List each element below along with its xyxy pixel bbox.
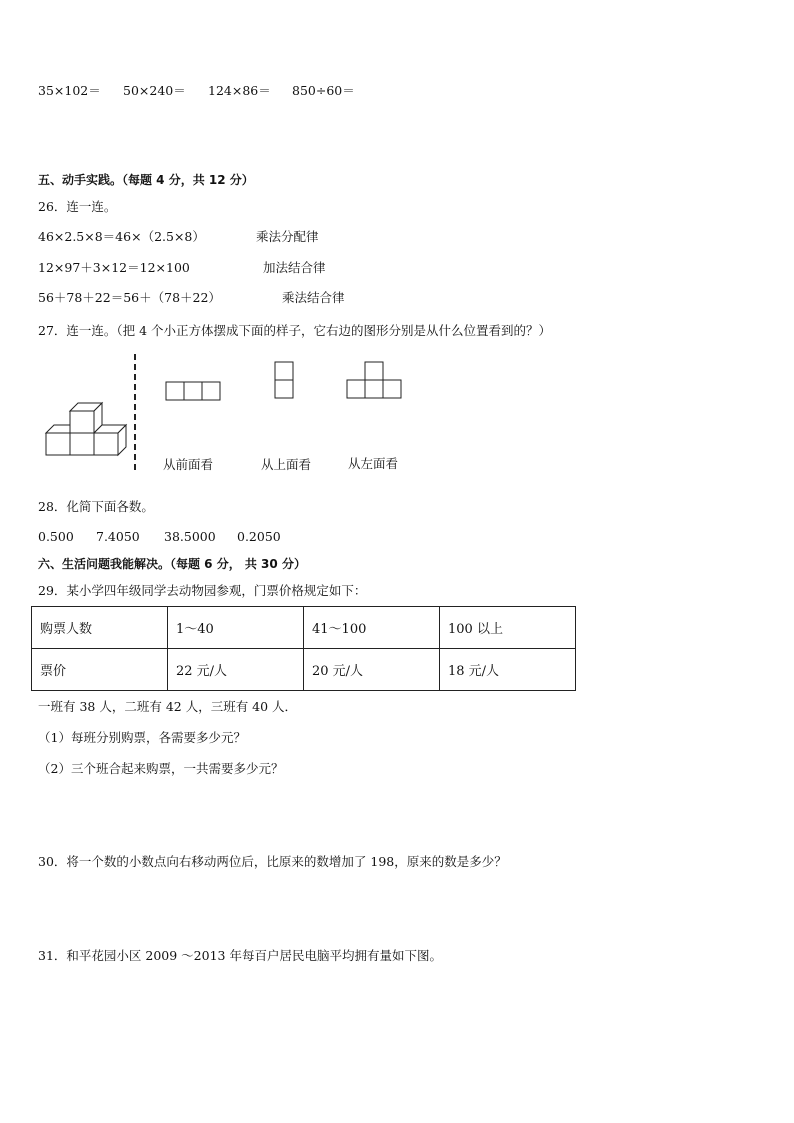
question-title: 31．和平花园小区 2009 ～2013 年每百户居民电脑平均拥有量如下图。	[38, 948, 442, 963]
expression: 56＋78＋22＝56＋（78＋22）	[38, 290, 221, 305]
law-name: 加法结合律	[263, 260, 326, 275]
number-item: 38.5000	[164, 529, 216, 544]
table-cell: 22 元/人	[168, 649, 304, 691]
law-name: 乘法分配律	[256, 229, 319, 244]
calc-item: 850÷60＝	[292, 83, 355, 98]
top-view-figure	[273, 360, 295, 402]
number-item: 0.500	[38, 529, 74, 544]
calc-item: 50×240＝	[123, 83, 186, 98]
question-title: 29．某小学四年级同学去动物园参观，门票价格规定如下：	[38, 583, 367, 598]
ticket-price-table	[31, 606, 576, 691]
question-title: 28．化简下面各数。	[38, 499, 154, 514]
table-cell: 100 以上	[440, 607, 576, 649]
table-cell: 20 元/人	[304, 649, 440, 691]
section-heading: 六、生活问题我能解决。（每题 6 分， 共 30 分）	[38, 557, 306, 571]
view-label: 从前面看	[163, 457, 214, 472]
expression: 12×97＋3×12＝12×100	[38, 260, 190, 275]
table-row	[32, 649, 576, 691]
table-cell: 18 元/人	[440, 649, 576, 691]
sub-question: （1）每班分别购票，各需要多少元？	[38, 730, 246, 745]
cube-stack-figure	[40, 395, 130, 459]
left-view-figure	[345, 360, 405, 402]
expression: 46×2.5×8＝46×（2.5×8）	[38, 229, 205, 244]
sub-question: （2）三个班合起来购票，一共需要多少元？	[38, 761, 284, 776]
section-heading: 五、动手实践。（每题 4 分，共 12 分）	[38, 173, 254, 187]
question-title: 30．将一个数的小数点向右移动两位后，比原来的数增加了 198，原来的数是多少？	[38, 854, 507, 869]
table-row	[32, 607, 576, 649]
view-label: 从上面看	[261, 457, 312, 472]
question-title: 27．连一连。（把 4 个小正方体摆成下面的样子，它右边的图形分别是从什么位置看到的？）	[38, 323, 552, 338]
number-item: 7.4050	[96, 529, 140, 544]
law-name: 乘法结合律	[282, 290, 345, 305]
calc-item: 35×102＝	[38, 83, 101, 98]
table-cell: 41～100	[304, 607, 440, 649]
view-label: 从左面看	[348, 456, 399, 471]
question-info: 一班有 38 人，二班有 42 人，三班有 40 人．	[38, 699, 298, 714]
question-title: 26．连一连。	[38, 199, 117, 214]
dashed-divider	[131, 354, 139, 472]
calc-item: 124×86＝	[208, 83, 271, 98]
front-view-figure	[165, 380, 223, 401]
number-item: 0.2050	[237, 529, 281, 544]
table-cell: 1～40	[168, 607, 304, 649]
table-cell: 票价	[32, 649, 168, 691]
table-cell: 购票人数	[32, 607, 168, 649]
